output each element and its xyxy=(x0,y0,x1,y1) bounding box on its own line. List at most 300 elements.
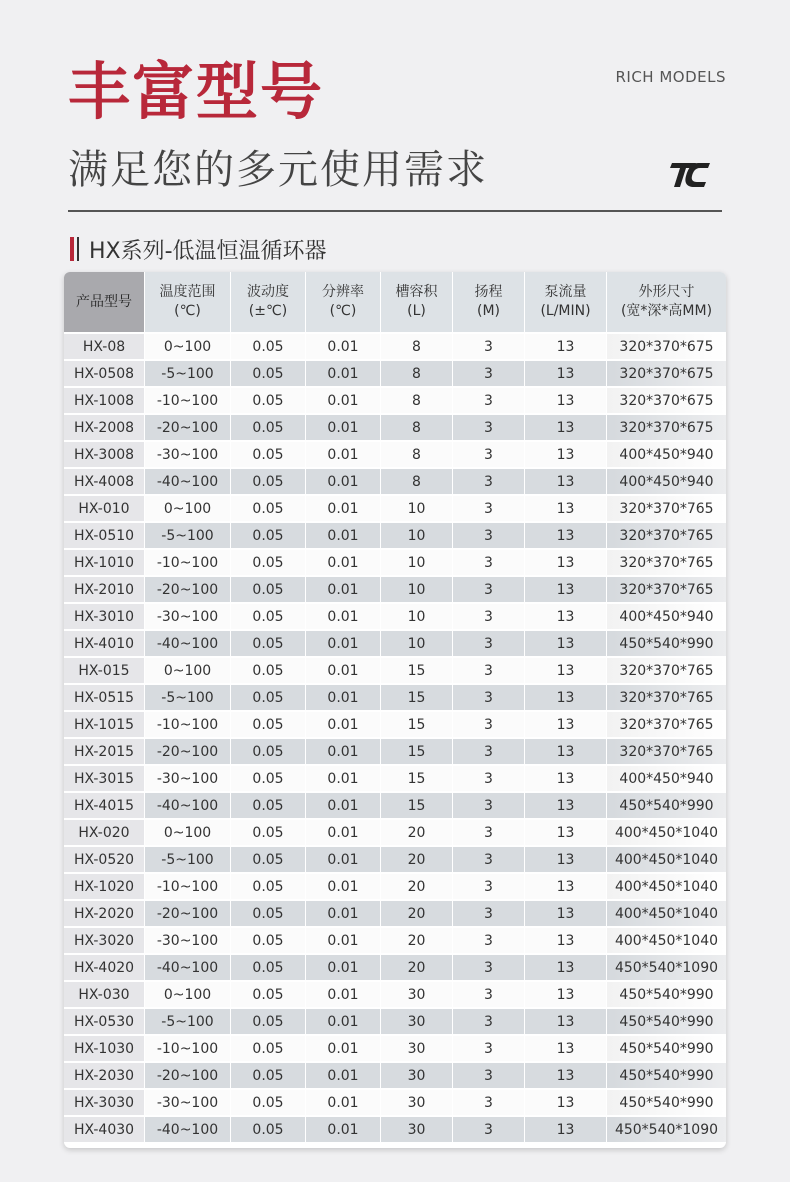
model-cell: HX-0508 xyxy=(64,361,145,388)
table-cell: 400*450*940 xyxy=(607,604,726,631)
table-cell: 0.01 xyxy=(306,442,381,469)
model-cell: HX-2015 xyxy=(64,739,145,766)
table-cell: 13 xyxy=(525,1117,607,1142)
column-header xyxy=(525,272,607,334)
table-cell: 13 xyxy=(525,334,607,361)
table-cell: 10 xyxy=(381,550,453,577)
table-cell: -40~100 xyxy=(145,1117,231,1142)
table-cell: 3 xyxy=(453,1009,525,1036)
table-cell: 0.05 xyxy=(231,982,306,1009)
table-cell: -10~100 xyxy=(145,712,231,739)
table-cell: 0.05 xyxy=(231,658,306,685)
column-header-unit: (℃) xyxy=(329,303,357,319)
table-cell: 0.05 xyxy=(231,334,306,361)
table-cell: 15 xyxy=(381,685,453,712)
table-cell: -40~100 xyxy=(145,955,231,982)
table-cell: -20~100 xyxy=(145,739,231,766)
table-cell: 0.01 xyxy=(306,982,381,1009)
table-cell: 13 xyxy=(525,847,607,874)
table-cell: 0.05 xyxy=(231,685,306,712)
table-cell: 400*450*1040 xyxy=(607,874,726,901)
column-header-unit: (M) xyxy=(476,303,500,319)
table-cell: 13 xyxy=(525,631,607,658)
model-cell: HX-4030 xyxy=(64,1117,145,1142)
model-cell: HX-2030 xyxy=(64,1063,145,1090)
table-cell: 3 xyxy=(453,874,525,901)
table-cell: -40~100 xyxy=(145,469,231,496)
table-cell: -5~100 xyxy=(145,685,231,712)
table-cell: 320*370*765 xyxy=(607,685,726,712)
table-cell: 13 xyxy=(525,793,607,820)
table-cell: 30 xyxy=(381,982,453,1009)
table-cell: 0.05 xyxy=(231,496,306,523)
table-row xyxy=(64,793,726,820)
table-cell: 8 xyxy=(381,334,453,361)
table-cell: 450*540*990 xyxy=(607,982,726,1009)
table-cell: 400*450*1040 xyxy=(607,847,726,874)
table-cell: 3 xyxy=(453,1063,525,1090)
table-cell: 0.05 xyxy=(231,388,306,415)
table-cell: 20 xyxy=(381,901,453,928)
table-cell: 3 xyxy=(453,631,525,658)
table-cell: 13 xyxy=(525,739,607,766)
table-cell: 13 xyxy=(525,901,607,928)
table-cell: -10~100 xyxy=(145,550,231,577)
table-cell: 320*370*675 xyxy=(607,361,726,388)
table-cell: 3 xyxy=(453,1117,525,1142)
table-cell: 13 xyxy=(525,577,607,604)
table-cell: 3 xyxy=(453,604,525,631)
table-cell: 13 xyxy=(525,1036,607,1063)
column-header-unit: (L/MIN) xyxy=(540,303,591,319)
table-cell: 15 xyxy=(381,712,453,739)
table-cell: 0.01 xyxy=(306,1036,381,1063)
column-header xyxy=(381,272,453,334)
table-row xyxy=(64,874,726,901)
table-cell: 0.01 xyxy=(306,415,381,442)
column-header-unit: (℃) xyxy=(174,303,201,319)
table-cell: 0.01 xyxy=(306,469,381,496)
model-cell: HX-1020 xyxy=(64,874,145,901)
model-cell: HX-030 xyxy=(64,982,145,1009)
column-header xyxy=(607,272,726,334)
table-cell: 13 xyxy=(525,658,607,685)
table-row xyxy=(64,658,726,685)
column-header xyxy=(145,272,231,334)
model-cell: HX-1008 xyxy=(64,388,145,415)
table-cell: 0.05 xyxy=(231,361,306,388)
table-cell: 400*450*1040 xyxy=(607,901,726,928)
series-label: HX系列-低温恒温循环器 xyxy=(89,238,327,264)
table-cell: 0.05 xyxy=(231,1036,306,1063)
table-cell: 0.05 xyxy=(231,577,306,604)
table-row xyxy=(64,415,726,442)
table-cell: 3 xyxy=(453,820,525,847)
specs-table-container xyxy=(64,272,726,1148)
table-cell: -30~100 xyxy=(145,928,231,955)
table-cell: 13 xyxy=(525,550,607,577)
table-header-row xyxy=(64,272,726,334)
table-cell: -30~100 xyxy=(145,604,231,631)
table-cell: 13 xyxy=(525,928,607,955)
table-cell: 0.01 xyxy=(306,847,381,874)
table-cell: -20~100 xyxy=(145,577,231,604)
table-cell: 320*370*765 xyxy=(607,739,726,766)
table-row xyxy=(64,820,726,847)
table-cell: 8 xyxy=(381,442,453,469)
table-cell: 10 xyxy=(381,604,453,631)
table-cell: 30 xyxy=(381,1009,453,1036)
table-cell: 15 xyxy=(381,658,453,685)
table-cell: 0.05 xyxy=(231,1117,306,1142)
model-cell: HX-3010 xyxy=(64,604,145,631)
table-cell: 15 xyxy=(381,766,453,793)
table-cell: 0.01 xyxy=(306,388,381,415)
table-row xyxy=(64,469,726,496)
table-cell: -20~100 xyxy=(145,901,231,928)
specs-table xyxy=(64,272,726,1142)
model-cell: HX-1010 xyxy=(64,550,145,577)
table-cell: 13 xyxy=(525,1090,607,1117)
table-cell: 30 xyxy=(381,1117,453,1142)
table-row xyxy=(64,1090,726,1117)
table-cell: 30 xyxy=(381,1090,453,1117)
table-cell: 320*370*675 xyxy=(607,334,726,361)
model-cell: HX-3015 xyxy=(64,766,145,793)
table-cell: 15 xyxy=(381,793,453,820)
table-cell: 20 xyxy=(381,928,453,955)
table-cell: 30 xyxy=(381,1036,453,1063)
table-cell: 0.01 xyxy=(306,631,381,658)
table-cell: 0~100 xyxy=(145,982,231,1009)
table-cell: 320*370*765 xyxy=(607,577,726,604)
table-row xyxy=(64,388,726,415)
table-cell: 0~100 xyxy=(145,658,231,685)
table-cell: -40~100 xyxy=(145,793,231,820)
model-cell: HX-08 xyxy=(64,334,145,361)
table-row xyxy=(64,928,726,955)
table-row xyxy=(64,901,726,928)
table-cell: 3 xyxy=(453,982,525,1009)
table-cell: 3 xyxy=(453,361,525,388)
column-header-name: 波动度 xyxy=(247,284,289,300)
table-row xyxy=(64,766,726,793)
table-row xyxy=(64,685,726,712)
table-row xyxy=(64,847,726,874)
table-cell: 0~100 xyxy=(145,820,231,847)
table-cell: 13 xyxy=(525,1009,607,1036)
table-cell: 3 xyxy=(453,1090,525,1117)
table-cell: 0.01 xyxy=(306,820,381,847)
table-cell: 3 xyxy=(453,766,525,793)
table-cell: 0.05 xyxy=(231,712,306,739)
table-cell: -5~100 xyxy=(145,1009,231,1036)
table-cell: 0.01 xyxy=(306,739,381,766)
model-cell: HX-4008 xyxy=(64,469,145,496)
table-cell: 8 xyxy=(381,361,453,388)
table-cell: 10 xyxy=(381,523,453,550)
table-cell: 0.01 xyxy=(306,496,381,523)
table-cell: 3 xyxy=(453,523,525,550)
table-cell: 13 xyxy=(525,604,607,631)
table-cell: -20~100 xyxy=(145,1063,231,1090)
table-cell: 0.01 xyxy=(306,577,381,604)
table-cell: 0.01 xyxy=(306,955,381,982)
table-cell: 13 xyxy=(525,982,607,1009)
model-cell: HX-3008 xyxy=(64,442,145,469)
table-cell: 0.01 xyxy=(306,874,381,901)
table-cell: 0.01 xyxy=(306,1063,381,1090)
table-cell: -10~100 xyxy=(145,388,231,415)
table-cell: 400*450*940 xyxy=(607,442,726,469)
table-cell: 0.05 xyxy=(231,793,306,820)
table-cell: 20 xyxy=(381,955,453,982)
table-row xyxy=(64,550,726,577)
table-row xyxy=(64,712,726,739)
column-header xyxy=(453,272,525,334)
table-row xyxy=(64,523,726,550)
table-cell: 0.01 xyxy=(306,1090,381,1117)
table-cell: 3 xyxy=(453,388,525,415)
model-cell: HX-1030 xyxy=(64,1036,145,1063)
model-cell: HX-010 xyxy=(64,496,145,523)
table-cell: 20 xyxy=(381,820,453,847)
table-cell: 3 xyxy=(453,793,525,820)
model-cell: HX-015 xyxy=(64,658,145,685)
brand-logo-icon xyxy=(668,160,712,190)
table-row xyxy=(64,955,726,982)
model-cell: HX-2008 xyxy=(64,415,145,442)
table-cell: 0.01 xyxy=(306,1117,381,1142)
column-header-name: 泵流量 xyxy=(544,284,587,300)
table-cell: 3 xyxy=(453,901,525,928)
table-row xyxy=(64,604,726,631)
series-dark-bar xyxy=(77,237,79,261)
table-cell: 0~100 xyxy=(145,334,231,361)
column-header-name: 产品型号 xyxy=(76,293,132,310)
page-title: 丰富型号 xyxy=(68,55,325,128)
table-cell: 3 xyxy=(453,1036,525,1063)
table-cell: 0.01 xyxy=(306,901,381,928)
model-cell: HX-4015 xyxy=(64,793,145,820)
table-cell: 450*540*990 xyxy=(607,1009,726,1036)
table-cell: 450*540*990 xyxy=(607,1090,726,1117)
table-cell: 0.01 xyxy=(306,712,381,739)
table-cell: 13 xyxy=(525,388,607,415)
table-cell: -30~100 xyxy=(145,442,231,469)
table-cell: 0.05 xyxy=(231,766,306,793)
table-cell: 3 xyxy=(453,712,525,739)
table-cell: 320*370*765 xyxy=(607,523,726,550)
column-header-name: 槽容积 xyxy=(395,284,438,300)
table-cell: 13 xyxy=(525,874,607,901)
table-cell: 0.01 xyxy=(306,685,381,712)
table-cell: 450*540*1090 xyxy=(607,1117,726,1142)
table-cell: 0.01 xyxy=(306,766,381,793)
table-cell: 0.05 xyxy=(231,523,306,550)
header-divider xyxy=(68,210,722,212)
model-cell: HX-2020 xyxy=(64,901,145,928)
column-header-name: 扬程 xyxy=(474,284,503,300)
table-cell: 0.01 xyxy=(306,658,381,685)
table-row xyxy=(64,442,726,469)
table-cell: -5~100 xyxy=(145,523,231,550)
table-cell: 450*540*990 xyxy=(607,793,726,820)
table-cell: 13 xyxy=(525,766,607,793)
table-cell: 15 xyxy=(381,739,453,766)
table-cell: 0.05 xyxy=(231,604,306,631)
table-cell: 0.01 xyxy=(306,550,381,577)
table-cell: 0.05 xyxy=(231,550,306,577)
table-row xyxy=(64,1036,726,1063)
table-cell: -40~100 xyxy=(145,631,231,658)
table-cell: 320*370*765 xyxy=(607,712,726,739)
table-cell: 0.05 xyxy=(231,955,306,982)
table-cell: 0.05 xyxy=(231,631,306,658)
table-cell: 0.05 xyxy=(231,739,306,766)
table-cell: 0.05 xyxy=(231,1063,306,1090)
table-row xyxy=(64,1063,726,1090)
table-cell: 3 xyxy=(453,847,525,874)
table-cell: -5~100 xyxy=(145,361,231,388)
table-cell: 400*450*940 xyxy=(607,766,726,793)
table-cell: 13 xyxy=(525,955,607,982)
table-body xyxy=(64,334,726,1142)
series-heading xyxy=(70,234,327,264)
table-cell: 3 xyxy=(453,928,525,955)
model-cell: HX-3030 xyxy=(64,1090,145,1117)
table-row xyxy=(64,1009,726,1036)
table-cell: 13 xyxy=(525,685,607,712)
table-row xyxy=(64,361,726,388)
model-cell: HX-1015 xyxy=(64,712,145,739)
table-cell: 13 xyxy=(525,469,607,496)
table-cell: 8 xyxy=(381,415,453,442)
table-cell: 0.05 xyxy=(231,442,306,469)
table-cell: 400*450*1040 xyxy=(607,928,726,955)
model-cell: HX-2010 xyxy=(64,577,145,604)
table-cell: 0.05 xyxy=(231,928,306,955)
table-cell: -30~100 xyxy=(145,1090,231,1117)
table-cell: 320*370*765 xyxy=(607,658,726,685)
table-cell: 3 xyxy=(453,739,525,766)
table-cell: 450*540*990 xyxy=(607,631,726,658)
table-cell: 0.05 xyxy=(231,1009,306,1036)
table-cell: 30 xyxy=(381,1063,453,1090)
column-header-unit: (±℃) xyxy=(248,303,288,319)
table-cell: 13 xyxy=(525,523,607,550)
table-cell: 0.05 xyxy=(231,847,306,874)
model-cell: HX-3020 xyxy=(64,928,145,955)
table-cell: 0.01 xyxy=(306,1009,381,1036)
page-subtitle: 满足您的多元使用需求 xyxy=(68,147,488,193)
table-cell: 320*370*675 xyxy=(607,415,726,442)
table-cell: 3 xyxy=(453,334,525,361)
table-cell: 450*540*990 xyxy=(607,1063,726,1090)
table-cell: 0.05 xyxy=(231,820,306,847)
model-cell: HX-020 xyxy=(64,820,145,847)
page-title-en: RICH MODELS xyxy=(615,68,726,86)
table-cell: 3 xyxy=(453,577,525,604)
table-cell: 0.05 xyxy=(231,469,306,496)
table-cell: 3 xyxy=(453,442,525,469)
table-cell: 13 xyxy=(525,1063,607,1090)
table-cell: 13 xyxy=(525,442,607,469)
table-cell: 0.05 xyxy=(231,1090,306,1117)
table-cell: 320*370*675 xyxy=(607,388,726,415)
table-cell: 0.01 xyxy=(306,604,381,631)
table-cell: 3 xyxy=(453,685,525,712)
table-cell: 400*450*1040 xyxy=(607,820,726,847)
table-row xyxy=(64,577,726,604)
table-cell: -30~100 xyxy=(145,766,231,793)
table-cell: 13 xyxy=(525,415,607,442)
table-cell: 8 xyxy=(381,469,453,496)
table-cell: 320*370*765 xyxy=(607,496,726,523)
model-cell: HX-0520 xyxy=(64,847,145,874)
column-header-unit: (L) xyxy=(407,303,426,319)
column-header-unit: (宽*深*高MM) xyxy=(620,303,713,319)
column-header xyxy=(231,272,306,334)
table-row xyxy=(64,982,726,1009)
table-cell: 3 xyxy=(453,496,525,523)
table-cell: -10~100 xyxy=(145,1036,231,1063)
table-cell: 20 xyxy=(381,847,453,874)
column-header-name: 分辨率 xyxy=(322,284,364,300)
model-cell: HX-0510 xyxy=(64,523,145,550)
table-cell: 450*540*990 xyxy=(607,1036,726,1063)
table-cell: 13 xyxy=(525,361,607,388)
table-cell: 0.01 xyxy=(306,334,381,361)
table-cell: 3 xyxy=(453,469,525,496)
table-cell: 10 xyxy=(381,631,453,658)
series-accent-bar xyxy=(70,237,74,261)
table-cell: 13 xyxy=(525,496,607,523)
table-cell: 3 xyxy=(453,415,525,442)
table-cell: 13 xyxy=(525,820,607,847)
table-cell: 20 xyxy=(381,874,453,901)
column-header xyxy=(64,272,145,334)
table-cell: 10 xyxy=(381,577,453,604)
table-cell: 0.01 xyxy=(306,523,381,550)
table-cell: 0.01 xyxy=(306,793,381,820)
model-cell: HX-0530 xyxy=(64,1009,145,1036)
column-header xyxy=(306,272,381,334)
table-cell: 3 xyxy=(453,658,525,685)
table-cell: 13 xyxy=(525,712,607,739)
table-row xyxy=(64,334,726,361)
table-cell: 3 xyxy=(453,955,525,982)
table-cell: -5~100 xyxy=(145,847,231,874)
table-cell: -20~100 xyxy=(145,415,231,442)
table-row xyxy=(64,496,726,523)
model-cell: HX-4010 xyxy=(64,631,145,658)
table-cell: 450*540*1090 xyxy=(607,955,726,982)
table-row xyxy=(64,739,726,766)
table-cell: 400*450*940 xyxy=(607,469,726,496)
table-cell: 10 xyxy=(381,496,453,523)
table-cell: 0.05 xyxy=(231,874,306,901)
table-cell: -10~100 xyxy=(145,874,231,901)
table-row xyxy=(64,631,726,658)
model-cell: HX-0515 xyxy=(64,685,145,712)
table-cell: 0.01 xyxy=(306,361,381,388)
table-cell: 8 xyxy=(381,388,453,415)
table-cell: 0.05 xyxy=(231,901,306,928)
table-cell: 3 xyxy=(453,550,525,577)
model-cell: HX-4020 xyxy=(64,955,145,982)
table-cell: 320*370*765 xyxy=(607,550,726,577)
